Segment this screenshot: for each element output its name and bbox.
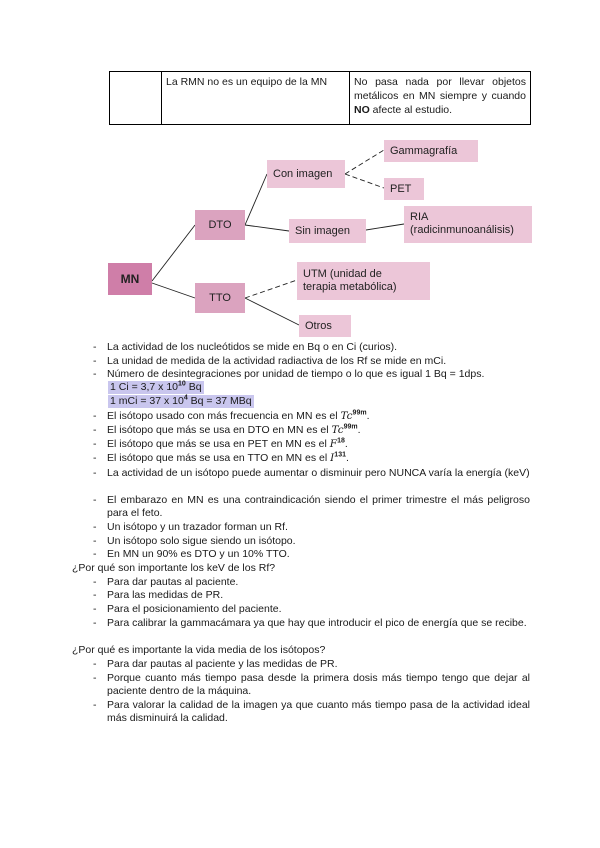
node-sin-imagen: Sin imagen	[289, 219, 366, 243]
node-ria-line2: (radicinmunoanálisis)	[410, 224, 514, 236]
list-item: - Para las medidas de PR.	[93, 589, 224, 601]
list-item: - La actividad de un isótopo puede aumentar o disminuir pero NUNCA varía la energía (keV)	[93, 467, 530, 479]
conversion-highlight-2: 1 mCi = 37 x $10^4$ Bq = 37 MBq	[110, 394, 252, 407]
list-item: - La unidad de medida de la actividad radiactiva de los Rf se mide en mCi.	[93, 355, 447, 367]
node-dto: DTO	[195, 210, 245, 240]
list-item: - Para dar pautas al paciente y las medidas de PR.	[93, 658, 338, 670]
table-cell-explanation: No pasa nada por llevar objetos metálicos en MN siempre y cuando NO afecte al estudio.	[350, 72, 531, 125]
node-otros: Otros	[299, 315, 351, 337]
isotope-tc: Tc	[340, 410, 353, 422]
connector-conimagen-pet	[345, 174, 384, 188]
list-item: - Para valorar la calidad de la imagen ya que cuanto más tiempo pasa de la actividad ideal más disminuirá la calidad.	[93, 699, 530, 725]
question-kev-heading: ¿Por qué son importante los keV de los Rf?	[72, 562, 276, 574]
list-item: - Un isótopo solo sigue siendo un isótopo.	[93, 535, 296, 547]
list-item: - El isótopo que más se usa en DTO en MN es el $Tc^{99m}$.	[93, 423, 361, 436]
connector-dto-conimagen	[245, 174, 267, 225]
list-item: - En MN un 90% es DTO y un 10% TTO.	[93, 548, 290, 560]
list-item: - Un isótopo y un trazador forman un Rf.	[93, 521, 288, 533]
node-mn: MN	[108, 263, 152, 295]
list-item: - Para calibrar la gammacámara ya que hay que introducir el pico de energía que se recibe.	[93, 617, 527, 629]
node-utm-line2: terapia metabólica)	[303, 281, 397, 293]
connector-mn-tto	[152, 283, 195, 298]
list-item: - Número de desintegraciones por unidad de tiempo o lo que es igual 1 Bq = 1dps.	[93, 368, 485, 380]
node-tto: TTO	[195, 283, 245, 313]
list-item: - Para el posicionamiento del paciente.	[93, 603, 282, 615]
connector-mn-dto	[152, 225, 195, 281]
isotope-f: F	[329, 438, 338, 450]
connector-tto-otros	[245, 298, 299, 325]
isotope-tc: Tc	[331, 424, 344, 436]
summary-table	[109, 71, 531, 125]
node-ria-line1: RIA	[410, 211, 429, 223]
table-cell-statement: La RMN no es un equipo de la MN	[162, 72, 350, 125]
list-item: - Porque cuanto más tiempo pasa desde la primera dosis más tiempo tengo que dejar al paciente dentro de la máquina.	[93, 672, 530, 698]
node-gammagrafia: Gammagrafía	[384, 140, 478, 162]
question-half-life-heading: ¿Por qué es importante la vida media de los isótopos?	[72, 644, 326, 656]
isotope-i: I	[330, 452, 335, 464]
list-item: - El isótopo que más se usa en PET en MN es el $F^{18}$.	[93, 437, 348, 450]
table-row	[110, 72, 531, 125]
node-utm-line1: UTM (unidad de	[303, 268, 382, 280]
list-item: - La actividad de los nucleótidos se mide en Bq o en Ci (curios).	[93, 341, 398, 353]
list-item: - El isótopo usado con más frecuencia en MN es el $Tc^{99m}$.	[93, 409, 370, 422]
conversion-highlight-1: 1 Ci = 3,7 x $10^{10}$ Bq	[110, 380, 202, 393]
connector-dto-sinimagen	[245, 225, 289, 231]
connector-sinimagen-ria	[366, 224, 404, 230]
list-item: - El embarazo en MN es una contraindicación siendo el primer trimestre el más peligroso para el feto.	[93, 494, 530, 520]
mn-tree-diagram	[0, 135, 600, 345]
table-cell-empty	[110, 72, 162, 125]
list-item: - El isótopo que más se usa en TTO en MN es el $I^{131}$.	[93, 451, 349, 464]
list-item: - Para dar pautas al paciente.	[93, 576, 239, 588]
node-pet: PET	[384, 178, 424, 200]
node-utm	[297, 262, 430, 300]
connector-conimagen-gammagrafia	[345, 150, 384, 174]
node-con-imagen: Con imagen	[267, 160, 345, 188]
connector-tto-utm	[245, 280, 297, 298]
node-ria	[404, 206, 532, 243]
